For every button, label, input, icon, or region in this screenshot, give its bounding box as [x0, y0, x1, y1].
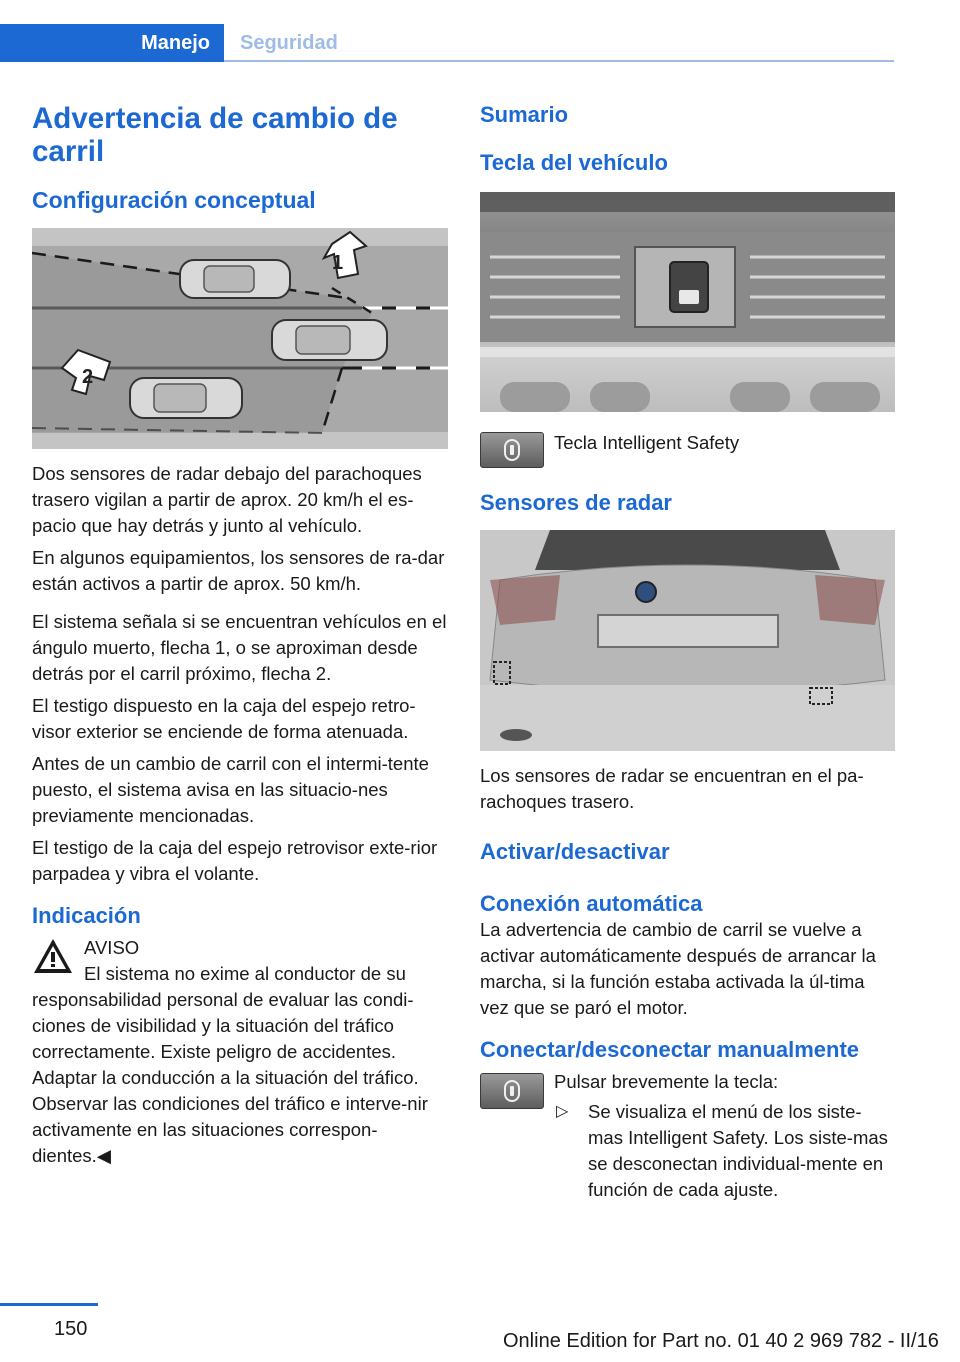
section-heading-sumario: Sumario — [480, 102, 569, 127]
footer-rule — [0, 1303, 98, 1306]
section-heading-indicacion: Indicación — [32, 903, 141, 928]
edition-note: Online Edition for Part no. 01 40 2 969 782 - II/16 — [503, 1330, 939, 1352]
car-2 — [272, 320, 387, 360]
bullet-marker-icon: ▷ — [556, 1103, 569, 1120]
dashboard-svg — [480, 192, 895, 412]
tab-seguridad[interactable]: Seguridad — [240, 32, 338, 54]
warning-block — [32, 935, 448, 1169]
bullet-text: Se visualiza el menú de los siste-mas Intelligent Safety. Los siste-mas se desconectan individual-mente en función de cada ajuste. — [588, 1101, 888, 1200]
paragraph-turn-signal: Antes de un cambio de carril con el intermi-tente puesto, el sistema avisa en las situacio-nes previamente mencionadas. — [32, 753, 429, 826]
rear-bumper-svg — [480, 530, 895, 751]
tab-manejo[interactable]: Manejo — [0, 24, 224, 62]
warning-triangle-icon — [32, 937, 74, 975]
intelligent-safety-key-icon — [480, 432, 544, 468]
section-heading-tecla: Tecla del vehículo — [480, 150, 668, 175]
section-heading-conexion: Conexión automática — [480, 891, 703, 916]
arrow-1-label: 1 — [332, 252, 344, 274]
car-1 — [180, 260, 290, 298]
section-heading-manual: Conectar/desconectar manualmente — [480, 1037, 860, 1062]
paragraph-sensors: Dos sensores de radar debajo del parachoques trasero vigilan a partir de aprox. 20 km/h el es-pacio que hay detrás y junto al vehículo. — [32, 463, 422, 536]
paragraph-indicator-dim: El testigo dispuesto en la caja del espejo retro-visor exterior se enciende de forma atenuada. — [32, 695, 416, 742]
section-tabs — [0, 24, 894, 62]
paragraph-blind-spot: El sistema señala si se encuentran vehículos en el ángulo muerto, flecha 1, o se aproximan desde detrás por el carril próximo, flecha 2. — [32, 611, 447, 684]
paragraph-auto-connect: La advertencia de cambio de carril se vuelve a activar automáticamente después de arrancar la marcha, si la función estaba activada la úl-tima vez que se paró el motor. — [480, 919, 876, 1018]
page-title: Advertencia de cambio de carril — [32, 102, 398, 168]
warning-text: responsabilidad personal de evaluar las condi-ciones de visibilidad y la situación del tráfico correctamente. Existe peligro de accidentes. Adaptar la conducción a la situación del tráfico. Observar las condiciones del tráfico e interve-nir activamente en las situaciones correspon-dientes.◀ — [32, 989, 428, 1166]
section-heading-configuracion: Configuración conceptual — [32, 187, 316, 213]
key-caption-row — [480, 430, 896, 472]
right-column — [480, 102, 896, 1203]
section-heading-activar: Activar/desactivar — [480, 839, 670, 864]
car-3 — [130, 378, 242, 418]
lane-change-diagram — [32, 228, 448, 449]
section-heading-sensores: Sensores de radar — [480, 490, 672, 515]
arrow-2-label: 2 — [82, 366, 94, 388]
warning-first-line: El sistema no exime al conductor de su — [84, 963, 406, 984]
rear-bumper-photo — [480, 530, 895, 751]
manual-toggle-block — [480, 1069, 896, 1203]
lane-diagram-svg — [32, 228, 448, 449]
paragraph-sensor-location: Los sensores de radar se encuentran en el pa-rachoques trasero. — [480, 765, 864, 812]
tab-underline — [224, 60, 894, 62]
left-column — [32, 102, 448, 1169]
dashboard-button-photo — [480, 192, 895, 412]
key-caption: Tecla Intelligent Safety — [554, 432, 740, 453]
warning-label: AVISO — [84, 937, 140, 958]
bullet-item — [480, 1099, 896, 1203]
page-number: 150 — [54, 1318, 88, 1340]
manual-intro: Pulsar brevemente la tecla: — [554, 1071, 779, 1092]
paragraph-50kmh: En algunos equipamientos, los sensores de ra-dar están activos a partir de aprox. 50 km/h. — [32, 547, 445, 594]
paragraph-indicator-flash: El testigo de la caja del espejo retrovisor exte-rior parpadea y vibra el volante. — [32, 837, 438, 884]
